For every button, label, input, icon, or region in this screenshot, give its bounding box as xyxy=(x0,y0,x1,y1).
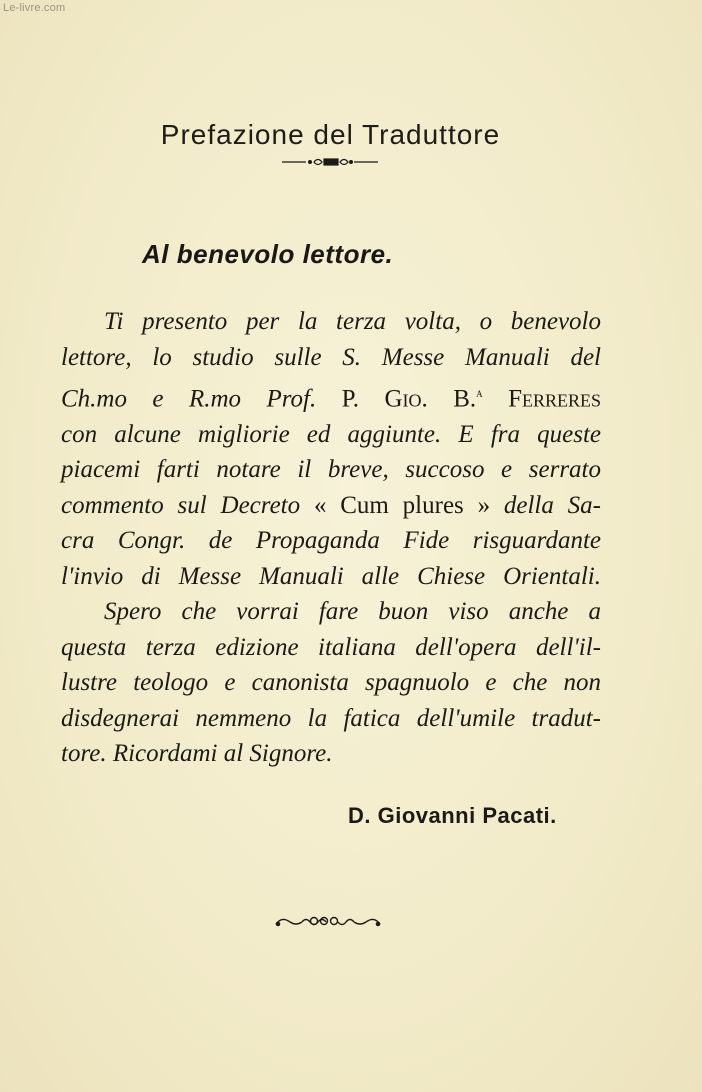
text-fragment: commento sul Decreto xyxy=(61,491,301,519)
ornament-scroll-icon xyxy=(272,910,384,932)
text-line: Spero che vorrai fare buon viso anche a xyxy=(104,598,601,626)
text-line: cra Congr. de Propaganda Fide risguardante xyxy=(61,527,601,555)
text-line: l'invio di Messe Manuali alle Chiese Orientali. xyxy=(61,562,601,590)
text-line: questa terza edizione italiana dell'opera dell'il- xyxy=(61,633,601,661)
decree-title: « Cum plures » xyxy=(313,491,491,519)
subtitle: Al benevolo lettore. xyxy=(142,239,394,269)
text-line: disdegnerai nemmeno la fatica dell'umile tradut- xyxy=(61,704,601,732)
preface-body xyxy=(61,304,601,772)
ornament-divider-icon xyxy=(280,154,380,170)
text-line: tore. Ricordami al Signore. xyxy=(61,740,333,768)
text-line xyxy=(61,375,601,417)
author-surname: Ferreres xyxy=(508,385,602,413)
page-title: Prefazione del Traduttore xyxy=(160,118,501,150)
signature: D. Giovanni Pacati. xyxy=(348,803,557,828)
text-line: piacemi farti notare il breve, succoso e serrato xyxy=(61,456,601,484)
text-line: lustre teologo e canonista spagnuolo e che non xyxy=(61,669,601,697)
text-line: lettore, lo studio sulle S. Messe Manuali del xyxy=(61,343,601,371)
watermark: Le-livre.com xyxy=(3,2,66,14)
author-name: P. Gio. B. xyxy=(341,385,477,413)
superscript-a: a xyxy=(476,385,483,400)
text-fragment: della Sa- xyxy=(503,491,602,519)
text-line xyxy=(61,488,601,524)
text-line: Ti presento per la terza volta, o benevolo xyxy=(104,308,601,335)
text-fragment: Ch.mo e R.mo Prof. xyxy=(61,385,317,413)
text-line: con alcune migliorie ed aggiunte. E fra queste xyxy=(61,420,601,448)
